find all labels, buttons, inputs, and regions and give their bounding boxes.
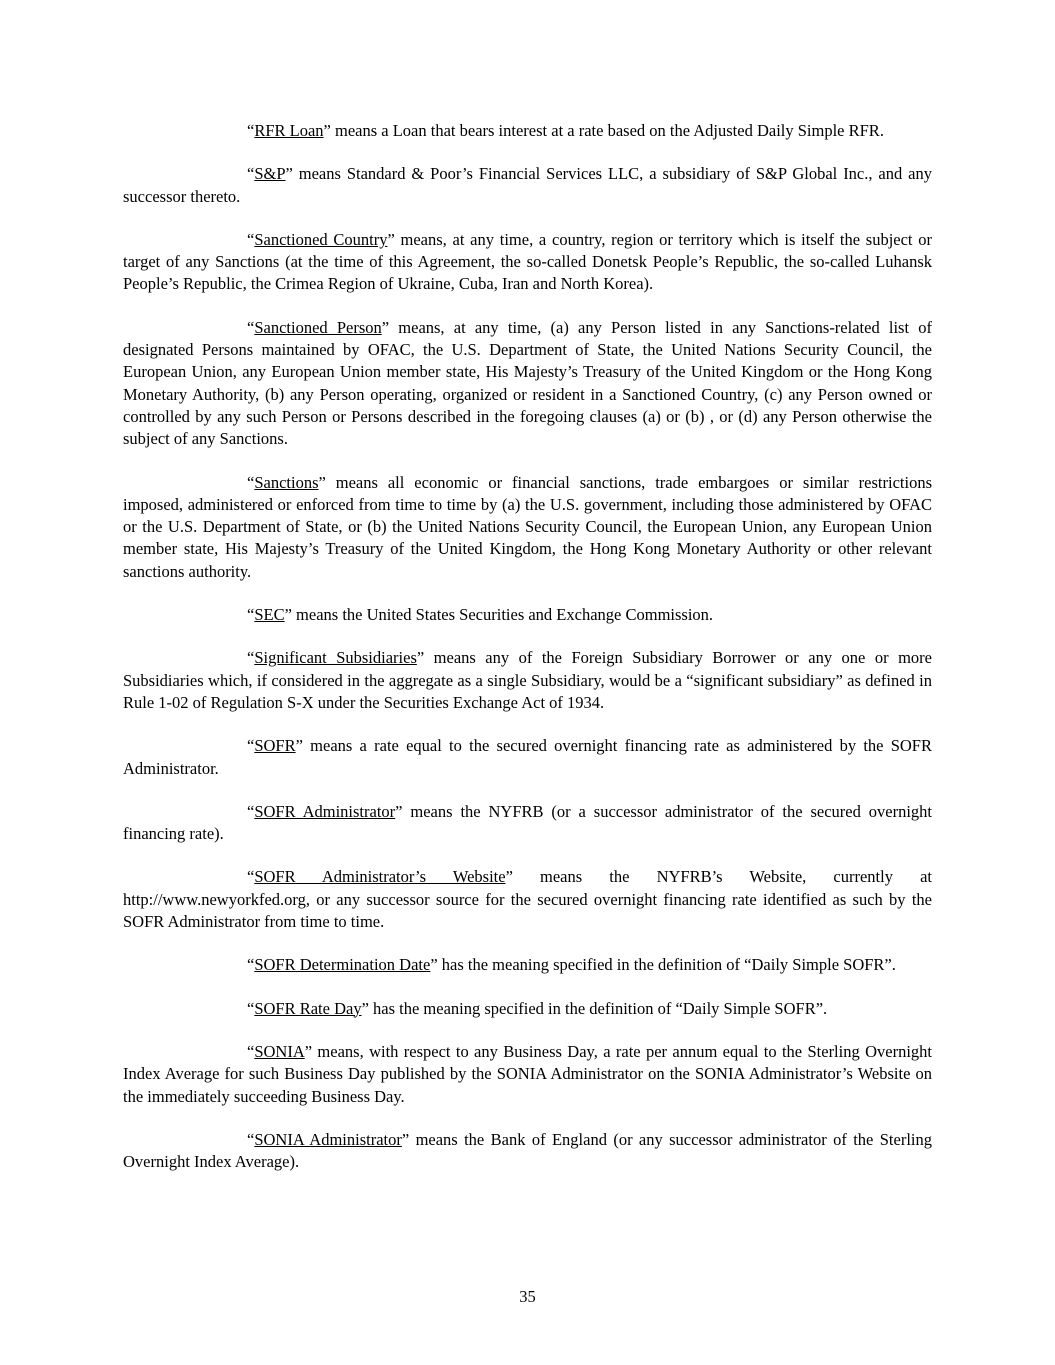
definition-paragraph: “SONIA Administrator” means the Bank of England (or any successor administrator of the Sterling Overnight Index Average).	[123, 1129, 932, 1172]
definition-paragraph: “SOFR Administrator’s Website” means the NYFRB’s Website, currently at http://www.newyorkfed.org, or any successor source for the secured overnight financing rate identified as such by the SOFR Administrator from time to time.	[123, 867, 933, 932]
definition-paragraph: “SEC” means the United States Securities and Exchange Commission.	[247, 605, 714, 625]
definition-paragraph: “SOFR” means a rate equal to the secured overnight financing rate as administered by the SOFR Administrator.	[123, 736, 932, 778]
defined-term: S&P	[254, 164, 286, 184]
defined-term: SOFR	[254, 736, 296, 756]
defined-term: SOFR Administrator	[254, 801, 396, 821]
definition-text: ” means the NYFRB’s Website, currently at http://www.newyorkfed.org, or any successor source for the secured overnight financing rate identified as such by the SOFR Administrator from time to time.	[123, 867, 933, 932]
defined-term: Sanctioned Country	[254, 229, 388, 249]
definition-paragraph: “Significant Subsidiaries” means any of the Foreign Subsidiary Borrower or any one or more Subsidiaries which, if considered in the aggregate as a single Subsidiary, would be a “significant subsidiary” as defined in Rule 1-02 of Regulation S-X under the Securities Exchange Act of 1934.	[123, 648, 932, 712]
page-number: 35	[519, 1287, 536, 1306]
definition-text: ” means Standard & Poor’s Financial Services LLC, a subsidiary of S&P Global Inc., and any successor thereto.	[123, 164, 932, 206]
definition-text: ” means, with respect to any Business Day, a rate per annum equal to the Sterling Overnight Index Average for such Business Day published by the SONIA Administrator on the SONIA Administrator’s Website on the immediately succeeding Business Day.	[123, 1041, 932, 1106]
definition-paragraph: “Sanctions” means all economic or financial sanctions, trade embargoes or similar restrictions imposed, administered or enforced from time to time by (a) the U.S. government, including those administered by OFAC or the U.S. Department of State, or (b) the United Nations Security Council, the European Union, any European Union member state, His Majesty’s Treasury of the United Kingdom, the Hong Kong Monetary Authority or other relevant sanctions authority.	[123, 472, 932, 581]
defined-term: SONIA Administrator	[254, 1129, 402, 1149]
definition-text: ” means the United States Securities and Exchange Commission.	[284, 605, 714, 625]
defined-term: SEC	[254, 605, 285, 625]
definition-text: ” means a rate equal to the secured overnight financing rate as administered by the SOFR Administrator.	[123, 736, 932, 778]
defined-term: Sanctioned Person	[254, 317, 382, 337]
definition-text: ” means, at any time, (a) any Person listed in any Sanctions-related list of designated Persons maintained by OFAC, the U.S. Department of State, the United Nations Security Council, the European Union, any European Union member state, His Majesty’s Treasury of the United Kingdom or the Hong Kong Monetary Authority, (b) any Person operating, organized or resident in a Sanctioned Country, (c) any Person owned or controlled by any such Person or Persons described in the foregoing clauses (a) or (b) , or (d) any Person otherwise the subject of any Sanctions.	[123, 317, 933, 449]
definition-paragraph: “RFR Loan” means a Loan that bears interest at a rate based on the Adjusted Daily Simple RFR.	[247, 121, 884, 140]
document-body	[123, 120, 932, 1173]
definition-text: ” means the NYFRB (or a successor administrator of the secured overnight financing rate).	[123, 801, 933, 844]
definition-text: ” has the meaning specified in the definition of “Daily Simple SOFR”.	[430, 955, 896, 975]
definition-text: ” means the Bank of England (or any successor administrator of the Sterling Overnight Index Average).	[123, 1129, 932, 1172]
definition-paragraph: “SONIA” means, with respect to any Business Day, a rate per annum equal to the Sterling Overnight Index Average for such Business Day published by the SONIA Administrator on the SONIA Administrator’s Website on the immediately succeeding Business Day.	[123, 1041, 932, 1106]
defined-term: Sanctions	[254, 472, 319, 492]
definition-text: ” has the meaning specified in the definition of “Daily Simple SOFR”.	[361, 998, 828, 1018]
defined-term: SOFR Rate Day	[254, 998, 362, 1018]
definition-paragraph: “S&P” means Standard & Poor’s Financial Services LLC, a subsidiary of S&P Global Inc., and any successor thereto.	[123, 164, 932, 206]
defined-term: RFR Loan	[254, 121, 324, 140]
definition-paragraph: “Sanctioned Person” means, at any time, (a) any Person listed in any Sanctions-related list of designated Persons maintained by OFAC, the U.S. Department of State, the United Nations Security Council, the European Union, any European Union member state, His Majesty’s Treasury of the United Kingdom or the Hong Kong Monetary Authority, (b) any Person operating, organized or resident in a Sanctioned Country, (c) any Person owned or controlled by any such Person or Persons described in the foregoing clauses (a) or (b) , or (d) any Person otherwise the subject of any Sanctions.	[123, 317, 933, 449]
definition-paragraph: “SOFR Administrator” means the NYFRB (or a successor administrator of the secured overnight financing rate).	[123, 801, 933, 844]
definition-paragraph: “SOFR Determination Date” has the meaning specified in the definition of “Daily Simple SOFR”.	[247, 955, 896, 975]
definition-text: ” means all economic or financial sanctions, trade embargoes or similar restrictions imposed, administered or enforced from time to time by (a) the U.S. government, including those administered by OFAC or the U.S. Department of State, or (b) the United Nations Security Council, the European Union, any European Union member state, His Majesty’s Treasury of the United Kingdom, the Hong Kong Monetary Authority or other relevant sanctions authority.	[123, 472, 932, 581]
defined-term: Significant Subsidiaries	[254, 648, 417, 668]
defined-term: SOFR Determination Date	[254, 955, 431, 975]
defined-term: SOFR Administrator’s Website	[254, 867, 506, 887]
definition-text: ” means any of the Foreign Subsidiary Borrower or any one or more Subsidiaries which, if considered in the aggregate as a single Subsidiary, would be a “significant subsidiary” as defined in Rule 1-02 of Regulation S-X under the Securities Exchange Act of 1934.	[123, 648, 932, 712]
definition-paragraph: “Sanctioned Country” means, at any time, a country, region or territory which is itself the subject or target of any Sanctions (at the time of this Agreement, the so-called Donetsk People’s Republic, the so-called Luhansk People’s Republic, the Crimea Region of Ukraine, Cuba, Iran and North Korea).	[123, 229, 932, 294]
definition-text: ” means a Loan that bears interest at a rate based on the Adjusted Daily Simple RFR.	[323, 121, 884, 140]
definition-text: ” means, at any time, a country, region or territory which is itself the subject or target of any Sanctions (at the time of this Agreement, the so-called Donetsk People’s Republic, the so-called Luhansk People’s Republic, the Crimea Region of Ukraine, Cuba, Iran and North Korea).	[123, 229, 932, 294]
defined-term: SONIA	[254, 1041, 305, 1061]
definition-paragraph: “SOFR Rate Day” has the meaning specified in the definition of “Daily Simple SOFR”.	[247, 998, 828, 1018]
